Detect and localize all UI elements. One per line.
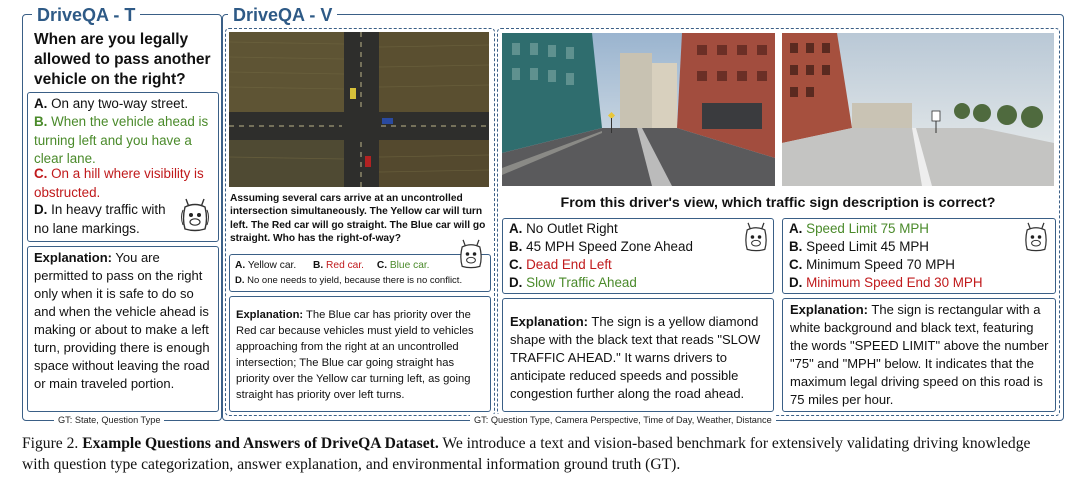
city-street-image: [502, 33, 775, 186]
figure-caption: [22, 433, 1062, 475]
text-gt-label-v: GT: Question Type, Camera Perspective, Time of Day, Weather, Distance: [470, 414, 776, 426]
signs-left-option-c: C. Dead End Left: [509, 257, 612, 272]
signs-right-explanation-box: [782, 298, 1056, 412]
caption-label: Figure 2.: [22, 435, 79, 452]
caption-text: We introduce a text and vision-based benchmark for extensively validating driving knowledge with question type categorization, answer explanation, and environmental information ground truth (GT).: [22, 435, 1031, 473]
text-options-box: [27, 92, 219, 242]
intersection-option-b: B. Red car.: [313, 260, 364, 271]
intersection-explanation-label: Explanation:: [236, 309, 304, 321]
signs-left-options-box: [502, 218, 774, 294]
signs-right-option-b: B. Speed Limit 45 MPH: [789, 239, 929, 254]
signs-right-option-d: D. Minimum Speed End 30 MPH: [789, 275, 983, 290]
signs-left-option-d: D. Slow Traffic Ahead: [509, 275, 637, 290]
llama-icon: [741, 221, 771, 253]
driveqa-t-title: DriveQA - T: [32, 4, 140, 26]
text-explanation-label: Explanation:: [34, 250, 113, 265]
text-option-c: C. On a hill where visibility is obstructed.: [34, 166, 204, 200]
text-option-b: B. When the vehicle ahead is turning left and you have a clear lane.: [34, 114, 209, 166]
signs-left-option-b: B. 45 MPH Speed Zone Ahead: [509, 239, 693, 254]
signs-right-explanation-label: Explanation:: [790, 302, 869, 317]
llama-icon: [178, 197, 212, 233]
intersection-question: Assuming several cars arrive at an uncontrolled intersection simultaneously. The Yellow car will turn left. The Red car will go straight. The Blue car will go straight. Who has the right-of-way?: [230, 193, 486, 245]
text-explanation-box: [27, 246, 219, 412]
signs-question: From this driver's view, which traffic sign description is correct?: [560, 195, 996, 211]
aerial-intersection-image: [229, 32, 489, 187]
signs-right-option-a: A. Speed Limit 75 MPH: [789, 221, 929, 236]
intersection-option-c: C. Blue car.: [376, 260, 430, 271]
text-question: When are you legally allowed to pass another vehicle on the right?: [34, 31, 211, 88]
signs-right-options-box: [782, 218, 1056, 294]
signs-left-explanation-box: [502, 298, 774, 412]
intersection-option-a: A. Yellow car.: [235, 260, 297, 271]
caption-bold: Example Questions and Answers of DriveQA Dataset.: [82, 435, 439, 452]
signs-left-explanation: The sign is a yellow diamond shape with the black text that reads "SLOW TRAFFIC AHEAD." It warns drivers to anticipate reduced speeds and possible congestion further along the road ahead.: [510, 314, 761, 401]
text-option-a: A. On any two-way street.: [34, 96, 189, 111]
text-gt-label: GT: State, Question Type: [54, 414, 164, 426]
llama-icon: [1021, 221, 1051, 253]
intersection-explanation: The Blue car has priority over the Red car because vehicles must yield to vehicles approaching from the right at an uncontrolled intersection; The Blue car going straight has priority over the Yellow car turning left, as going straight has priority over left turns.: [236, 309, 474, 401]
signs-right-option-c: C. Minimum Speed 70 MPH: [789, 257, 955, 272]
signs-right-explanation: The sign is rectangular with a white background and black text, featuring the words "SPEED LIMIT" above the number "75" and "MPH" below. It indicates that the maximum legal driving speed on this road is 75 miles per hour.: [790, 302, 1049, 407]
llama-icon: [456, 238, 486, 270]
text-explanation: You are permitted to pass on the right only when it is safe to do so and when the vehicle ahead is making or about to make a left turn, providing there is enough space without leaving the road or main traveled portion.: [34, 250, 210, 391]
intersection-options-box: [229, 254, 491, 292]
intersection-option-d: D. No one needs to yield, because there is no conflict.: [235, 275, 463, 286]
signs-left-option-a: A. No Outlet Right: [509, 221, 618, 236]
signs-left-explanation-label: Explanation:: [510, 314, 589, 329]
text-option-d: D. In heavy traffic with no lane markings.: [34, 202, 166, 236]
intersection-explanation-box: [229, 296, 491, 412]
highway-image: [782, 33, 1054, 186]
driveqa-v-title: DriveQA - V: [228, 4, 337, 26]
